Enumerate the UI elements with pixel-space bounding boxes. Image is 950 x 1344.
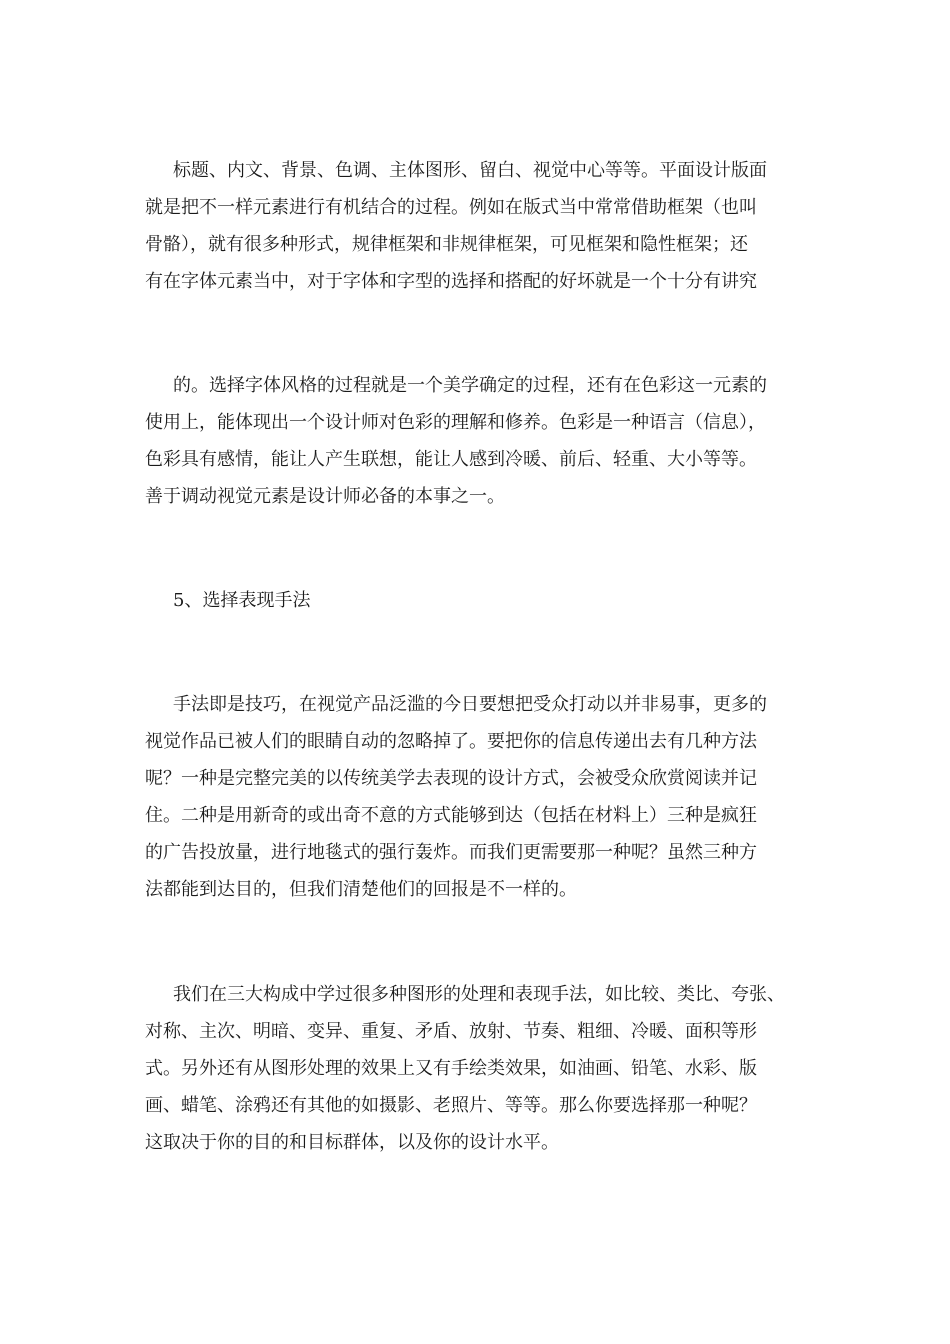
text-line: 呢？一种是完整完美的以传统美学去表现的设计方式，会被受众欣赏阅读并记 xyxy=(145,768,757,789)
text-line: 式。另外还有从图形处理的效果上又有手绘类效果，如油画、铅笔、水彩、版 xyxy=(145,1058,757,1079)
text-line: 骨骼），就有很多种形式，规律框架和非规律框架，可见框架和隐性框架；还 xyxy=(145,234,748,255)
text-line: 这取决于你的目的和目标群体，以及你的设计水平。 xyxy=(145,1132,559,1153)
text-line: 的。选择字体风格的过程就是一个美学确定的过程，还有在色彩这一元素的 xyxy=(173,375,767,396)
text-line: 住。二种是用新奇的或出奇不意的方式能够到达（包括在材料上）三种是疯狂 xyxy=(145,805,757,826)
text-line: 我们在三大构成中学过很多种图形的处理和表现手法，如比较、类比、夸张、 xyxy=(173,984,785,1005)
section-heading-text: 5、选择表现手法 xyxy=(173,590,311,611)
paragraph-design-elements xyxy=(145,152,825,300)
text-line: 法都能到达目的，但我们清楚他们的回报是不一样的。 xyxy=(145,879,577,900)
text-line: 就是把不一样元素进行有机结合的过程。例如在版式当中常常借助框架（也叫 xyxy=(145,197,757,218)
text-line: 有在字体元素当中，对于字体和字型的选择和搭配的好坏就是一个十分有讲究 xyxy=(145,271,757,292)
text-line: 视觉作品已被人们的眼睛自动的忽略掉了。要把你的信息传递出去有几种方法 xyxy=(145,731,757,752)
paragraph-font-color xyxy=(145,367,825,515)
text-line: 使用上，能体现出一个设计师对色彩的理解和修养。色彩是一种语言（信息）， xyxy=(145,412,766,433)
text-line: 的广告投放量，进行地毯式的强行轰炸。而我们更需要那一种呢？虽然三种方 xyxy=(145,842,757,863)
text-line: 画、蜡笔、涂鸦还有其他的如摄影、老照片、等等。那么你要选择那一种呢？ xyxy=(145,1095,757,1116)
paragraph-techniques xyxy=(145,686,825,908)
text-line: 色彩具有感情，能让人产生联想，能让人感到冷暖、前后、轻重、大小等等。 xyxy=(145,449,757,470)
text-line: 对称、主次、明暗、变异、重复、矛盾、放射、节奏、粗细、冷暖、面积等形 xyxy=(145,1021,757,1042)
text-line: 标题、内文、背景、色调、主体图形、留白、视觉中心等等。平面设计版面 xyxy=(173,160,767,181)
section-heading xyxy=(145,582,825,619)
paragraph-graphic-methods xyxy=(145,976,825,1161)
text-line: 手法即是技巧，在视觉产品泛滥的今日要想把受众打动以并非易事，更多的 xyxy=(173,694,767,715)
text-line: 善于调动视觉元素是设计师必备的本事之一。 xyxy=(145,486,505,507)
